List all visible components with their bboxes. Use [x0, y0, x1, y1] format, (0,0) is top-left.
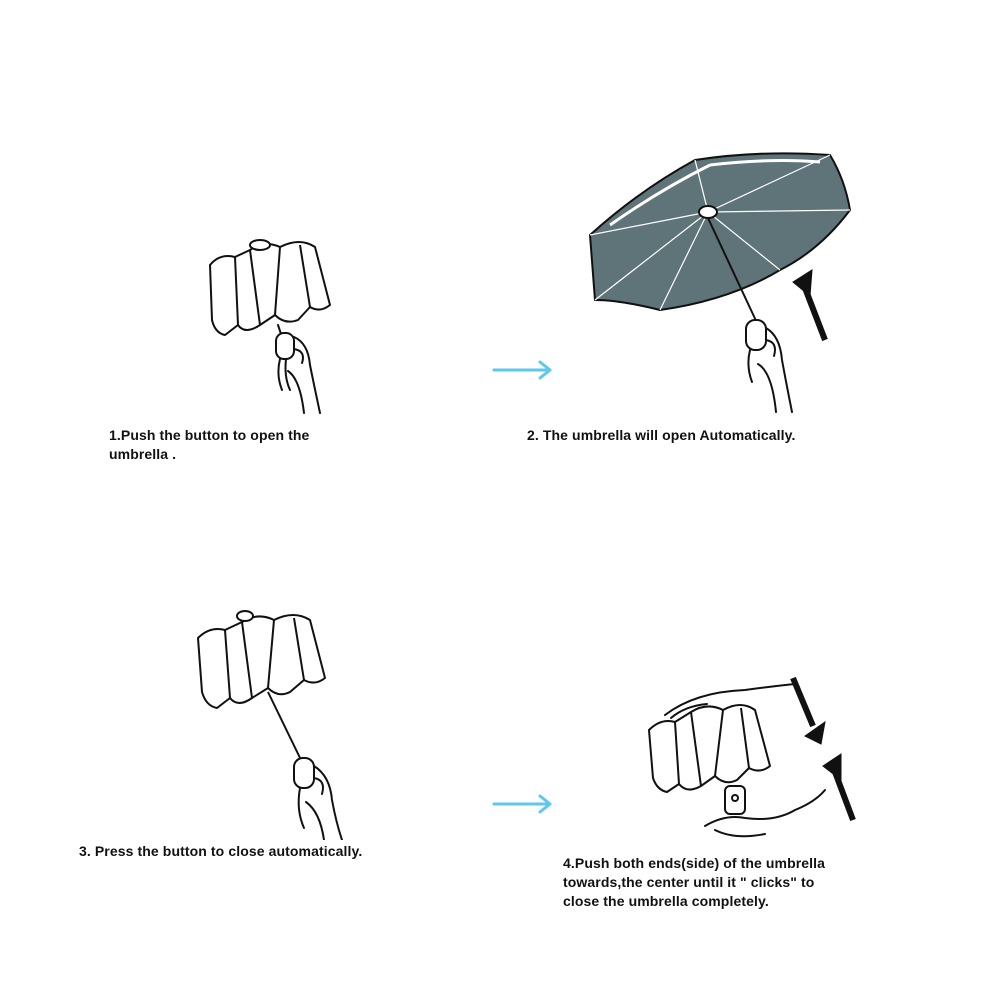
flow-arrow-bottom	[492, 792, 556, 816]
folded-umbrella-icon	[198, 611, 325, 762]
step1-caption-line: 1.Push the button to open the	[109, 427, 310, 443]
hand-icon	[294, 758, 342, 840]
step1-caption-line: umbrella .	[109, 446, 177, 462]
folded-umbrella-icon	[649, 705, 770, 814]
step2-open-umbrella-illustration	[580, 150, 880, 420]
step1-caption	[109, 426, 409, 464]
flow-arrow-icon	[494, 796, 550, 812]
step4-caption-line: 4.Push both ends(side) of the umbrella	[563, 855, 826, 871]
step1-folded-umbrella-illustration	[190, 225, 350, 415]
flow-arrow-icon	[494, 362, 550, 378]
hand-icon	[746, 320, 792, 412]
step3-caption-line: 3. Press the button to close automatically.	[79, 843, 363, 859]
step4-caption-line: close the umbrella completely.	[563, 893, 769, 909]
hand-icon	[705, 790, 825, 836]
hand-icon	[276, 325, 320, 413]
direction-arrow-icon	[823, 754, 853, 820]
step3-closing-umbrella-illustration	[190, 600, 360, 840]
step3-caption	[79, 842, 439, 861]
direction-arrow-icon	[793, 678, 825, 744]
direction-arrow-icon	[793, 270, 825, 340]
flow-arrow-top	[492, 358, 556, 382]
step4-caption-line: towards,the center until it " clicks" to	[563, 874, 815, 890]
step4-caption	[563, 854, 893, 911]
step2-caption-line: 2. The umbrella will open Automatically.	[527, 427, 796, 443]
step2-caption	[527, 426, 887, 445]
step4-compress-umbrella-illustration	[635, 670, 875, 850]
folded-umbrella-icon	[210, 240, 330, 335]
